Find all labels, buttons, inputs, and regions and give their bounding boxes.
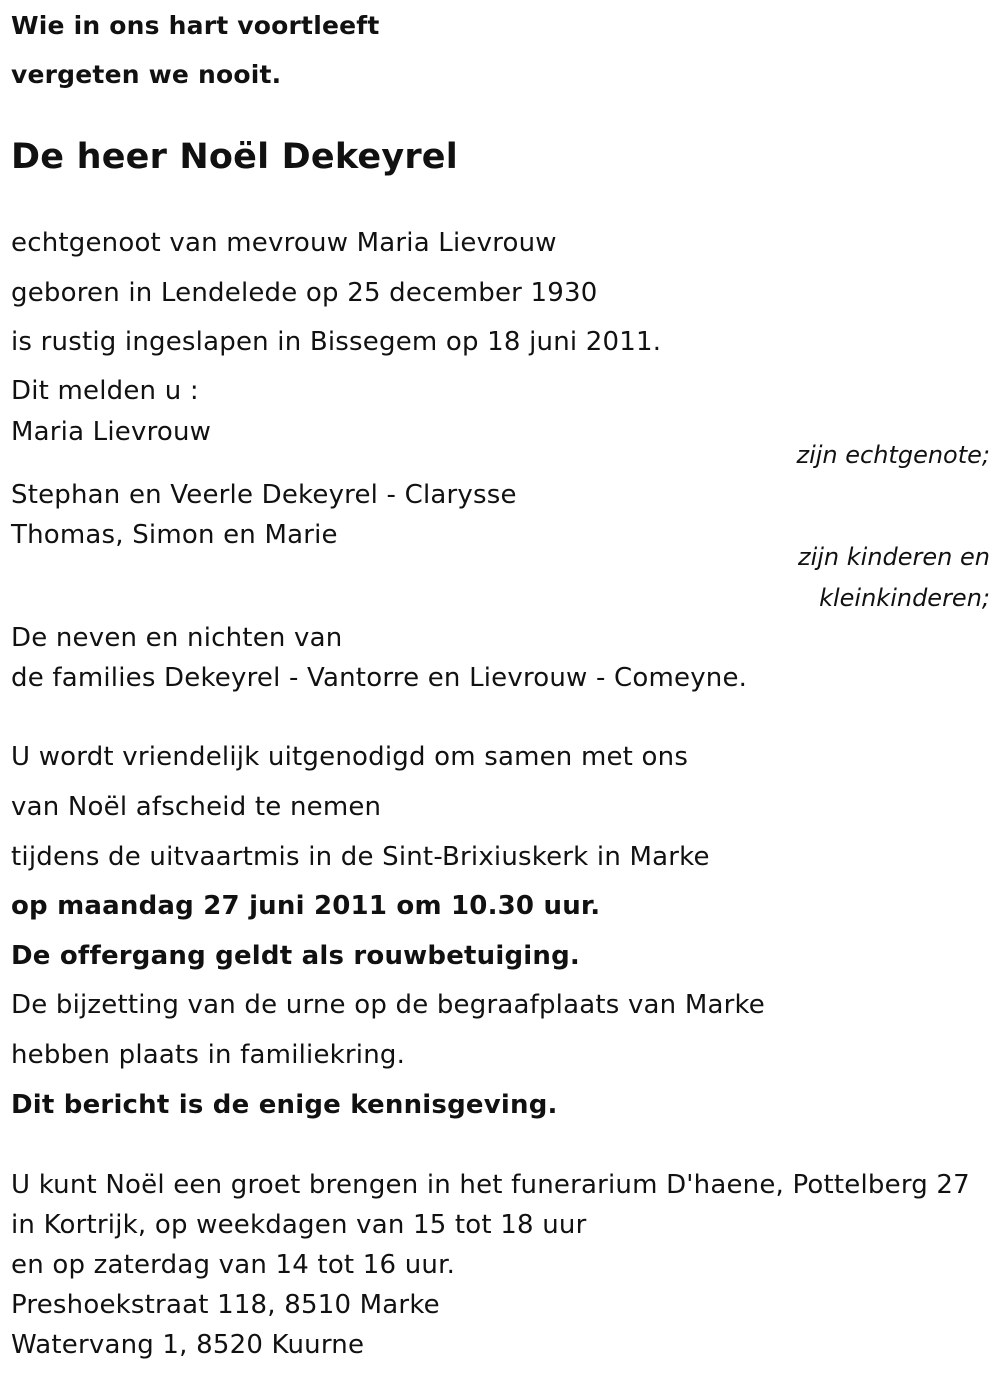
service-offering: De offergang geldt als rouwbetuiging. [11, 941, 581, 971]
announcer-family-line-2: de families Dekeyrel - Vantorre en Lievrouw - Comeyne. [11, 663, 748, 693]
motto-line-1: Wie in ons hart voortleeft [11, 11, 380, 40]
announcer-children-role-line-1: zijn kinderen en [798, 543, 990, 571]
motto-line-2: vergeten we nooit. [11, 60, 282, 89]
service-line-2: van Noël afscheid te nemen [11, 792, 382, 822]
announcer-family-line-1: De neven en nichten van [11, 623, 343, 653]
announcer-children-line-2: Thomas, Simon en Marie [11, 520, 338, 550]
intro-born: geboren in Lendelede op 25 december 1930 [11, 278, 598, 308]
address-1: Preshoekstraat 118, 8510 Marke [11, 1290, 440, 1320]
visitation-line-3: en op zaterdag van 14 tot 16 uur. [11, 1250, 456, 1280]
service-notice: Dit bericht is de enige kennisgeving. [11, 1090, 558, 1120]
announcer-spouse-name: Maria Lievrouw [11, 417, 212, 447]
intro-died: is rustig ingeslapen in Bissegem op 18 juni 2011. [11, 327, 662, 357]
service-line-3: tijdens de uitvaartmis in de Sint-Brixiuskerk in Marke [11, 842, 710, 872]
announcer-spouse-role: zijn echtgenote; [796, 441, 990, 469]
intro-spouse: echtgenoot van mevrouw Maria Lievrouw [11, 228, 557, 258]
address-2: Watervang 1, 8520 Kuurne [11, 1330, 365, 1360]
service-line-1: U wordt vriendelijk uitgenodigd om samen met ons [11, 742, 689, 772]
deceased-name: De heer Noël Dekeyrel [11, 137, 458, 177]
service-urn-line-2: hebben plaats in familiekring. [11, 1040, 406, 1070]
service-datetime: op maandag 27 juni 2011 om 10.30 uur. [11, 891, 601, 921]
visitation-line-2: in Kortrijk, op weekdagen van 15 tot 18 uur [11, 1210, 587, 1240]
service-urn-line-1: De bijzetting van de urne op de begraafplaats van Marke [11, 990, 766, 1020]
announcers-heading: Dit melden u : [11, 376, 199, 406]
visitation-line-1: U kunt Noël een groet brengen in het funerarium D'haene, Pottelberg 27 [11, 1170, 970, 1200]
announcer-children-role-line-2: kleinkinderen; [819, 584, 990, 612]
announcer-children-line-1: Stephan en Veerle Dekeyrel - Clarysse [11, 480, 517, 510]
